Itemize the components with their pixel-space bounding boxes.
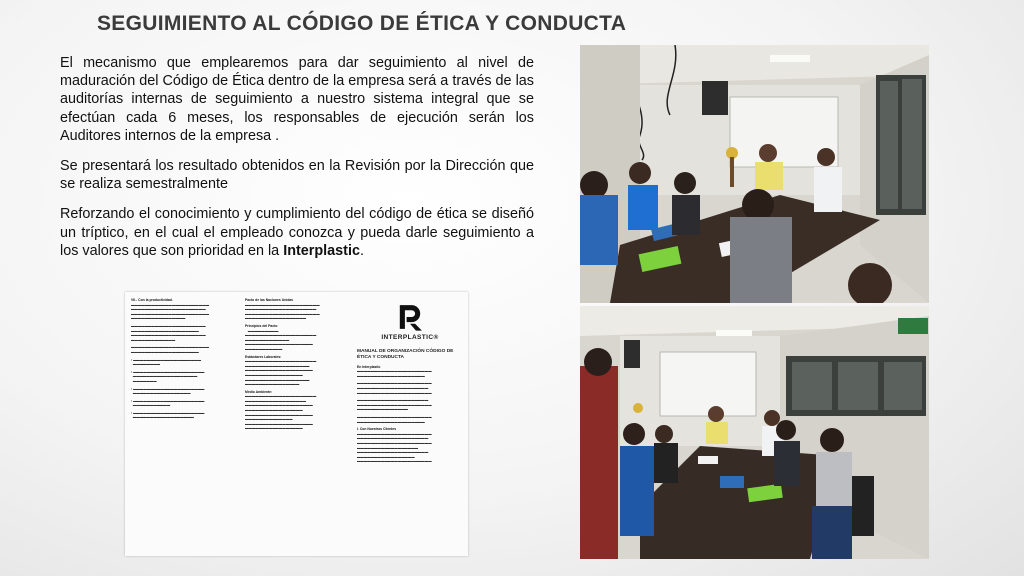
text-line: ▬▬▬▬▬▬▬▬▬▬▬▬▬▬▬▬▬ [131,391,191,396]
text-line: ▬▬▬▬▬▬▬▬▬▬▬▬▬▬▬▬▬ [245,408,303,413]
text-line: ▬▬▬▬▬▬▬▬▬▬▬▬▬▬▬▬▬▬▬▬▬ [245,333,317,338]
text-line: ▬▬▬▬▬▬▬▬▬▬▬▬▬▬▬▬▬ [245,426,303,431]
text-line: ▬▬▬▬▬▬▬▬▬▬▬▬▬▬▬▬▬▬▬▬ [131,328,199,333]
text-line: ▬▬▬▬▬▬▬▬▬▬▬▬▬▬▬▬▬▬▬▬▬ [357,450,429,455]
text-line: ▬▬▬▬▬▬▬▬▬▬▬▬▬ [131,337,176,342]
text-line: ▬▬▬▬▬▬▬▬▬▬▬▬▬▬▬▬▬▬▬▬ [245,342,313,347]
text-line: ▬▬▬▬▬▬▬▬▬▬▬▬▬▬▬▬▬▬▬▬ [357,419,425,424]
text-line: ▬▬▬▬▬▬▬▬▬▬▬▬▬▬▬▬▬▬▬▬ [357,373,425,378]
text-line: ▬▬▬▬▬▬▬▬▬▬▬▬▬▬▬▬▬▬▬ [245,363,310,368]
text-line: ▬▬▬▬▬▬▬▬▬▬▬▬▬▬▬▬▬▬▬▬▬▬ [357,402,432,407]
triptych-column-3 [357,298,463,464]
text-line: ▬▬▬▬▬▬▬▬▬▬▬▬▬▬▬▬▬▬▬▬▬ [357,436,429,441]
text-line: ▬▬▬▬▬▬▬▬▬▬▬▬▬▬▬▬▬▬▬▬▬ [245,359,317,364]
text-line: ▬▬▬▬▬▬▬▬▬ [245,328,279,333]
company-logo [357,300,463,341]
text-line: ▬▬▬▬▬▬▬▬▬▬▬▬▬▬▬▬▬▬▬▬▬▬ [131,307,206,312]
text-line: ▪ ▬▬▬▬▬▬▬▬▬▬▬▬▬▬▬▬▬▬▬▬▬ [131,386,205,391]
text-line: ▬▬▬▬▬▬▬▬▬▬▬▬▬▬▬▬▬▬▬▬ [245,412,313,417]
text-line: ▬▬▬▬▬▬▬▬▬▬▬▬▬▬▬▬▬▬▬▬ [245,403,313,408]
triptych-col3-sub: I. Con Nuestros Clientes [357,427,397,432]
text-line: ▬▬▬▬▬▬▬▬▬▬▬▬▬▬▬▬▬▬▬▬▬ [245,307,317,312]
text-line: ▬▬▬▬▬▬▬▬▬▬▬▬▬▬▬ [357,407,408,412]
text-line: ▬▬▬▬▬▬▬▬▬▬▬▬▬▬▬▬▬▬▬▬▬▬ [357,440,432,445]
text-line: ▬▬▬▬▬▬▬▬▬▬▬▬▬▬▬▬▬▬▬▬▬▬ [245,311,320,316]
meeting-photo-icon [580,45,929,303]
triptych-column-1 [131,298,237,420]
text-line: ▬▬▬▬▬▬▬▬▬▬▬▬▬▬▬▬▬▬▬▬▬ [245,394,317,399]
text-line: ▬▬▬▬▬▬▬▬▬▬▬▬▬▬▬▬▬▬▬ [131,374,198,379]
triptych-col2-heading: Pacto de las Naciones Unidas [245,298,294,302]
text-line: ▬▬▬▬▬▬▬▬▬▬▬▬▬▬▬▬▬▬▬▬▬▬ [131,323,206,328]
text-line: ▬▬▬▬▬▬▬ [131,378,157,383]
logo-wordmark: INTERPLASTIC® [381,334,439,341]
text-line: ▬▬▬▬▬▬▬▬▬▬▬▬▬▬▬▬▬▬▬▬▬▬ [357,381,432,386]
text-line: ▬▬▬▬▬▬▬▬▬▬▬▬▬▬▬▬▬▬▬▬ [245,368,313,373]
meeting-photo-bottom [580,306,929,559]
paragraph-1: El mecanismo que emplearemos para dar seguimiento al nivel de maduración del Código de Ética dentro de la empresa será a través de las auditorías internas de seguimiento a nuestro sistema integral que se efectúan cada 6 meses, los responsables de ejecución serán los Auditores internos de la empresa . [60,55,534,144]
text-line: ▬▬▬▬▬▬▬▬▬▬▬▬▬▬▬▬▬▬▬▬▬▬▬ [131,302,209,307]
triptych-col3-heading: En Interplastic [357,364,381,369]
paragraph-3 [60,205,534,260]
triptych-col2-sub3: Medio Ambiente: [245,389,273,394]
paragraph-3-end: . [359,242,364,259]
text-line: ▬▬▬▬▬▬▬▬▬▬▬▬▬▬▬▬▬▬▬▬▬▬ [357,390,432,395]
text-line: ▬▬▬▬▬▬▬▬▬▬▬ [245,346,283,351]
text-line: ▬▬▬▬▬▬▬▬▬▬▬▬▬▬▬▬▬▬▬▬▬ [357,385,429,390]
text-line: ▬▬▬▬▬▬▬▬▬▬▬▬▬▬▬▬▬▬▬▬ [245,421,313,426]
text-line: ▬▬▬▬▬▬▬▬▬▬▬▬▬▬▬▬▬▬▬▬▬▬ [357,431,432,436]
text-line: ▬▬▬▬▬▬▬▬▬▬▬▬▬▬▬▬▬▬ [245,398,307,403]
triptych-image [125,292,468,556]
meeting-photo-icon [580,306,929,559]
triptych-col2-sub1: Principios del Pacto [245,323,278,328]
text-line: ▬▬▬▬▬▬▬▬▬▬▬▬▬▬▬▬▬▬▬▬▬▬ [357,369,432,374]
meeting-photo-top [580,45,929,303]
text-line: ▬▬▬▬▬▬▬▬▬▬▬▬▬▬▬▬▬▬▬▬▬▬ [357,459,432,464]
text-line: ▪ ▬▬▬▬▬▬▬▬▬▬▬▬▬▬▬▬▬▬▬▬ [131,357,201,362]
company-name: Interplastic [283,242,360,259]
text-line: ▬▬▬▬▬▬▬▬▬▬▬▬▬▬ [245,417,293,422]
text-line: ▪ ▬▬▬▬▬▬▬▬▬▬▬▬▬▬▬▬▬▬▬▬▬ [131,410,205,415]
text-line: ▬▬▬▬▬▬▬▬▬▬▬▬▬▬▬▬▬▬▬▬▬▬ [245,302,320,307]
text-line: ▪ ▬▬▬▬▬▬▬▬▬▬▬▬▬▬▬▬▬▬▬▬▬ [131,369,205,374]
manual-title: MANUAL DE ORGANIZACIÓN CÓDIGO DE ÉTICA Y CONDUCTA [357,348,454,360]
text-line: ▬▬▬▬▬▬▬▬▬▬▬▬▬▬▬▬▬▬▬▬ [131,349,199,354]
text-line: ▬▬▬▬▬▬▬▬▬▬▬▬▬▬▬▬▬▬ [357,445,419,450]
text-line: ▬▬▬▬▬▬▬▬▬▬▬▬▬▬▬▬▬ [357,454,415,459]
text-line: ▬▬▬▬▬▬▬▬▬▬▬▬▬▬▬▬▬▬▬▬▬▬▬ [131,311,209,316]
text-line: ▬▬▬▬▬▬▬▬▬▬▬▬▬▬▬▬▬ [245,372,303,377]
text-line: ▬▬▬▬▬▬▬▬▬▬▬▬▬▬▬▬▬▬▬ [245,377,310,382]
text-line: ▬▬▬▬▬▬▬▬▬▬▬ [131,403,171,408]
text-line: ▪ ▬▬▬▬▬▬▬▬▬▬▬▬▬▬▬▬▬▬▬▬▬ [131,398,205,403]
text-line: ▬▬▬▬▬▬▬▬▬▬▬▬▬▬▬▬▬▬▬▬▬▬ [357,414,432,419]
interplastic-logo-icon [393,300,427,334]
text-line: ▬▬▬▬▬▬▬▬▬▬▬▬▬▬▬▬ [131,316,186,321]
text-line: ▬▬▬▬▬▬▬▬▬▬▬▬▬▬▬▬▬▬ [245,316,307,321]
text-line: ▬▬▬▬▬▬▬▬▬▬▬▬▬▬▬▬▬▬▬▬▬ [357,398,429,403]
text-line: ▬▬▬▬▬▬▬▬ [131,362,161,367]
triptych-column-2 [245,298,349,431]
text-line: ▬▬▬▬▬▬▬▬▬▬▬▬▬▬▬▬▬▬ [131,415,194,420]
text-line: ▬▬▬▬▬▬▬▬▬▬▬▬▬▬▬▬ [245,382,300,387]
triptych-col1-heading: VII.- Con la productividad. [131,298,173,302]
body-text [60,54,534,272]
text-line: ▬▬▬▬▬▬▬▬▬▬▬▬▬▬▬▬▬▬▬▬▬▬▬ [131,345,209,350]
text-line: ▬▬▬▬▬▬▬▬▬▬▬▬▬▬▬▬▬▬▬▬▬▬ [131,333,206,338]
slide-title: SEGUIMIENTO AL CÓDIGO DE ÉTICA Y CONDUCTA [97,12,627,35]
paragraph-3-text: Reforzando el conocimiento y cumplimiento del código de ética se diseñó un tríptico, en el cual el empleado conozca y pueda darle seguimiento a los valores que son prioridad en la [60,206,534,259]
text-line: ▬▬▬▬▬▬▬▬▬▬▬▬▬ [245,337,290,342]
paragraph-2: Se presentará los resultado obtenidos en la Revisión por la Dirección que se realiza semestralmente [60,158,534,193]
triptych-col2-sub2: Estándares Laborales: [245,354,282,359]
